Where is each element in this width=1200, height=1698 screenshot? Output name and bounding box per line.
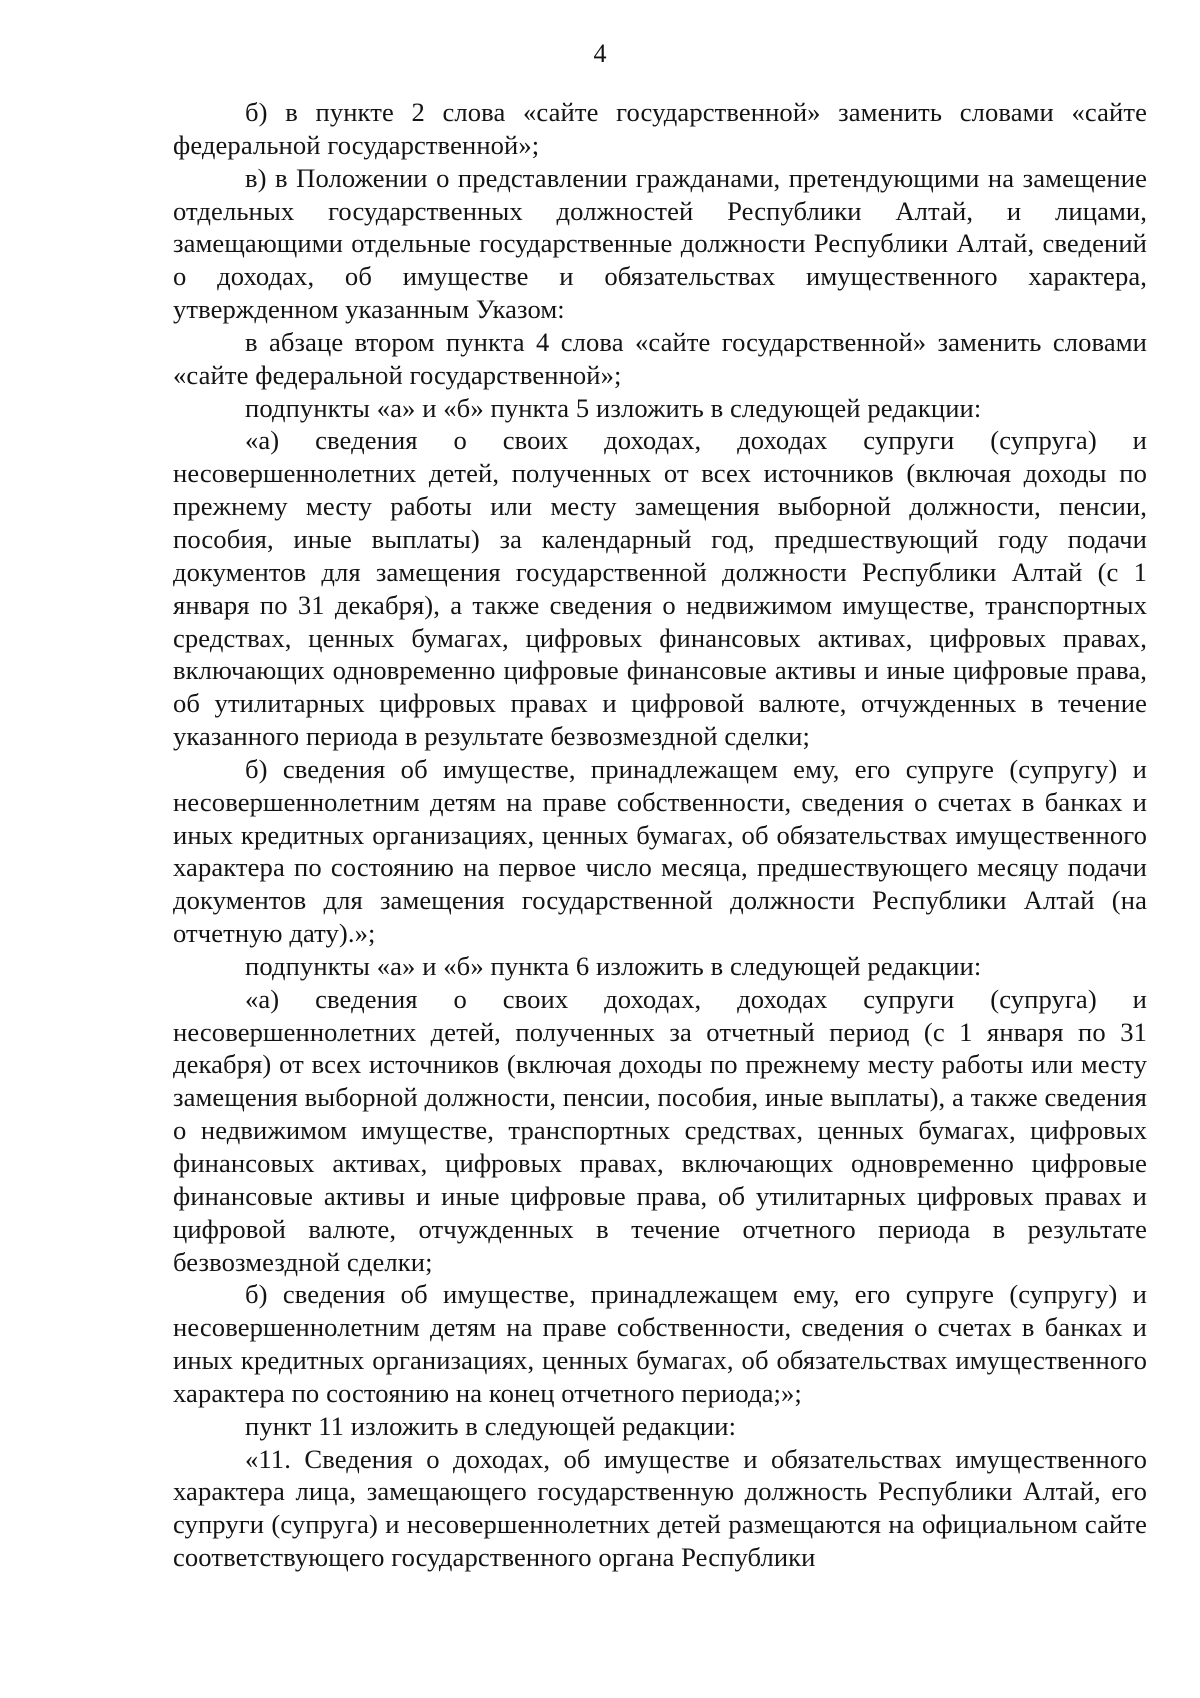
paragraph-point-5-intro: подпункты «а» и «б» пункта 5 изложить в следующей редакции:: [245, 392, 982, 423]
paragraph-v-regulation: в) в Положении о представлении гражданами, претендующими на замещение отдельных государственных должностей Республики Алтай, и лицами, замещающими отдельные государственные должности Республики Алтай, сведений о доходах, об имуществе и обязательствах имущественного характера, утвержденном указанным Указом:: [173, 162, 1147, 325]
paragraph-point-6-a: «а) сведения о своих доходах, доходах супруги (супруга) и несовершеннолетних детей, полученных за отчетный период (с 1 января по 31 декабря) от всех источников (включая доходы по прежнему месту работы или месту замещения выборной должности, пенсии, пособия, иные выплаты), а также сведения о недвижимом имуществе, транспортных средствах, ценных бумагах, цифровых финансовых активах, цифровых правах, включающих одновременно цифровые финансовые активы и иные цифровые права, об утилитарных цифровых правах и цифровой валюте, отчужденных в течение отчетного периода в результате безвозмездной сделки;: [173, 983, 1147, 1277]
page-number: 4: [593, 39, 607, 68]
paragraph-point-11-text: «11. Сведения о доходах, об имуществе и обязательствах имущественного характера лица, замещающего государственную должность Республики Алтай, его супруги (супруга) и несовершеннолетних детей размещаются на официальном сайте соответствующего государственного органа Республики: [173, 1443, 1147, 1573]
paragraph-point-5-a: «а) сведения о своих доходах, доходах супруги (супруга) и несовершеннолетних детей, полученных от всех источников (включая доходы по прежнему месту работы или месту замещения выборной должности, пенсии, пособия, иные выплаты) за календарный год, предшествующий году подачи документов для замещения государственной должности Республики Алтай (с 1 января по 31 декабря), а также сведения о недвижимом имуществе, транспортных средствах, ценных бумагах, цифровых финансовых активах, цифровых правах, включающих одновременно цифровые финансовые активы и иные цифровые права, об утилитарных цифровых правах и цифровой валюте, отчужденных в течение указанного периода в результате безвозмездной сделки;: [173, 425, 1147, 752]
paragraph-point-11-intro: пункт 11 изложить в следующей редакции:: [245, 1410, 737, 1441]
paragraph-point-4: в абзаце втором пункта 4 слова «сайте государственной» заменить словами «сайте федеральной государственной»;: [173, 326, 1147, 390]
paragraph-point-5-b: б) сведения об имуществе, принадлежащем ему, его супруге (супругу) и несовершеннолетним детям на праве собственности, сведения о счетах в банках и иных кредитных организациях, ценных бумагах, об обязательствах имущественного характера по состоянию на первое число месяца, предшествующего месяцу подачи документов для замещения государственной должности Республики Алтай (на отчетную дату).»;: [173, 753, 1147, 949]
paragraph-point-6-intro: подпункты «а» и «б» пункта 6 изложить в следующей редакции:: [245, 950, 982, 981]
paragraph-b-item-2: б) в пункте 2 слова «сайте государственной» заменить словами «сайте федеральной государственной»;: [173, 97, 1147, 160]
paragraph-point-6-b: б) сведения об имуществе, принадлежащем ему, его супруге (супругу) и несовершеннолетним детям на праве собственности, сведения о счетах в банках и иных кредитных организациях, ценных бумагах, об обязательствах имущественного характера по состоянию на конец отчетного периода;»;: [173, 1279, 1147, 1408]
document-body: [173, 96, 1147, 1574]
